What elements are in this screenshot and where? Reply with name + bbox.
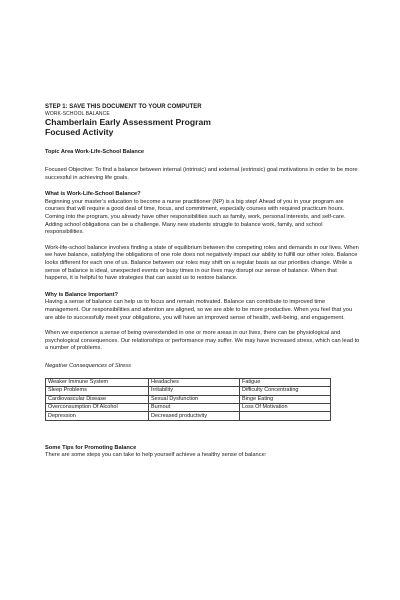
stress-consequences-table — [45, 378, 331, 421]
paragraph-tips: There are some steps you can take to help yourself achieve a healthy sense of balance: — [45, 452, 267, 459]
table-row — [46, 395, 331, 403]
table-row — [46, 412, 331, 420]
table-cell: Burnout — [149, 404, 240, 412]
table-cell: Binge Eating — [240, 395, 331, 403]
table-cell: Cardiovascular Disease — [46, 395, 149, 403]
paragraph-why-balance-2: When we experience a sense of being overextended in one or more areas in our lives, there can be physiological and psychological consequences. Our relationships or performance may suffer. We may have increased stress, which can lead to a number of problems. — [45, 330, 360, 352]
table-cell: Irritability — [149, 387, 240, 395]
document-page — [45, 104, 360, 460]
table-cell: Sleep Problems — [46, 387, 149, 395]
table-cell: Overconsumption Of Alcohol — [46, 404, 149, 412]
focused-objective: Focused Objective: To find a balance between internal (intrinsic) and external (extrinsic) goal motivations in order to be more successful in achieving life goals. — [45, 167, 358, 181]
table-row — [46, 378, 331, 386]
table-cell: Loss Of Motivation — [240, 404, 331, 412]
table-row — [46, 404, 331, 412]
table-cell: Decreased productivity — [149, 412, 240, 420]
document-title-line-2: Focused Activity — [45, 127, 114, 137]
table-cell: Weaker Immune System — [46, 378, 149, 386]
document-title-line-1: Chamberlain Early Assessment Program — [45, 117, 211, 127]
paragraph-what-is-balance-2: Work-life-school balance involves finding a state of equilibrium between the competing roles and demands in our lives. When we have balance, satisfying the obligations of one role does not negatively impact our ability to fulfill our other roles. Balance looks different for each one of us. Balance between our roles may shift on a regular basis as our priorities change. While a sense of balance is ideal, unexpected events or busy times in our lives may disrupt our sense of balance. When that happens, it is helpful to have strategies that can assist us to restore balance. — [45, 244, 359, 282]
section-heading-why-balance: Why is Balance Important? — [45, 291, 119, 298]
topic-area: Topic Area Work-Life-School Balance — [45, 149, 145, 155]
table-cell: Depression — [46, 412, 149, 420]
table-cell: Difficulty Concentrating — [240, 387, 331, 395]
table-cell: Fatigue — [240, 378, 331, 386]
paragraph-why-balance-1: Having a sense of balance can help us to focus and remain motivated. Balance can contribute to improved time management. Our responsibilities and attention are aligned, so we are able to be more productive. When you feel that you are able to successfully meet your obligations, you will have an improved sense of health, well-being, and engagement. — [45, 299, 352, 321]
table-cell: Headaches — [149, 378, 240, 386]
paragraph-what-is-balance-1: Beginning your master’s education to become a nurse practitioner (NP) is a big step! Ahead of you in your program are courses that will require a good deal of time, focus, and commitment, especially courses with required practicum hours. Coming into the program, you already have other responsibilities such as family, work, personal interests, and self-care. Adding school obligations can be a challenge. Many new students struggle to balance work, family, and school responsibilities. — [45, 198, 346, 236]
step-instruction: STEP 1: SAVE THIS DOCUMENT TO YOUR COMPUTER — [45, 104, 202, 110]
table-cell: Sexual Dysfunction — [149, 395, 240, 403]
section-heading-what-is-balance: What is Work-Life-School Balance? — [45, 191, 141, 198]
table-caption: Negative Consequences of Stress — [45, 362, 131, 369]
table-cell — [240, 412, 331, 420]
document-subtitle: WORK-SCHOOL BALANCE — [45, 111, 110, 117]
table-row — [46, 387, 331, 395]
section-heading-tips: Some Tips for Promoting Balance — [45, 444, 137, 451]
